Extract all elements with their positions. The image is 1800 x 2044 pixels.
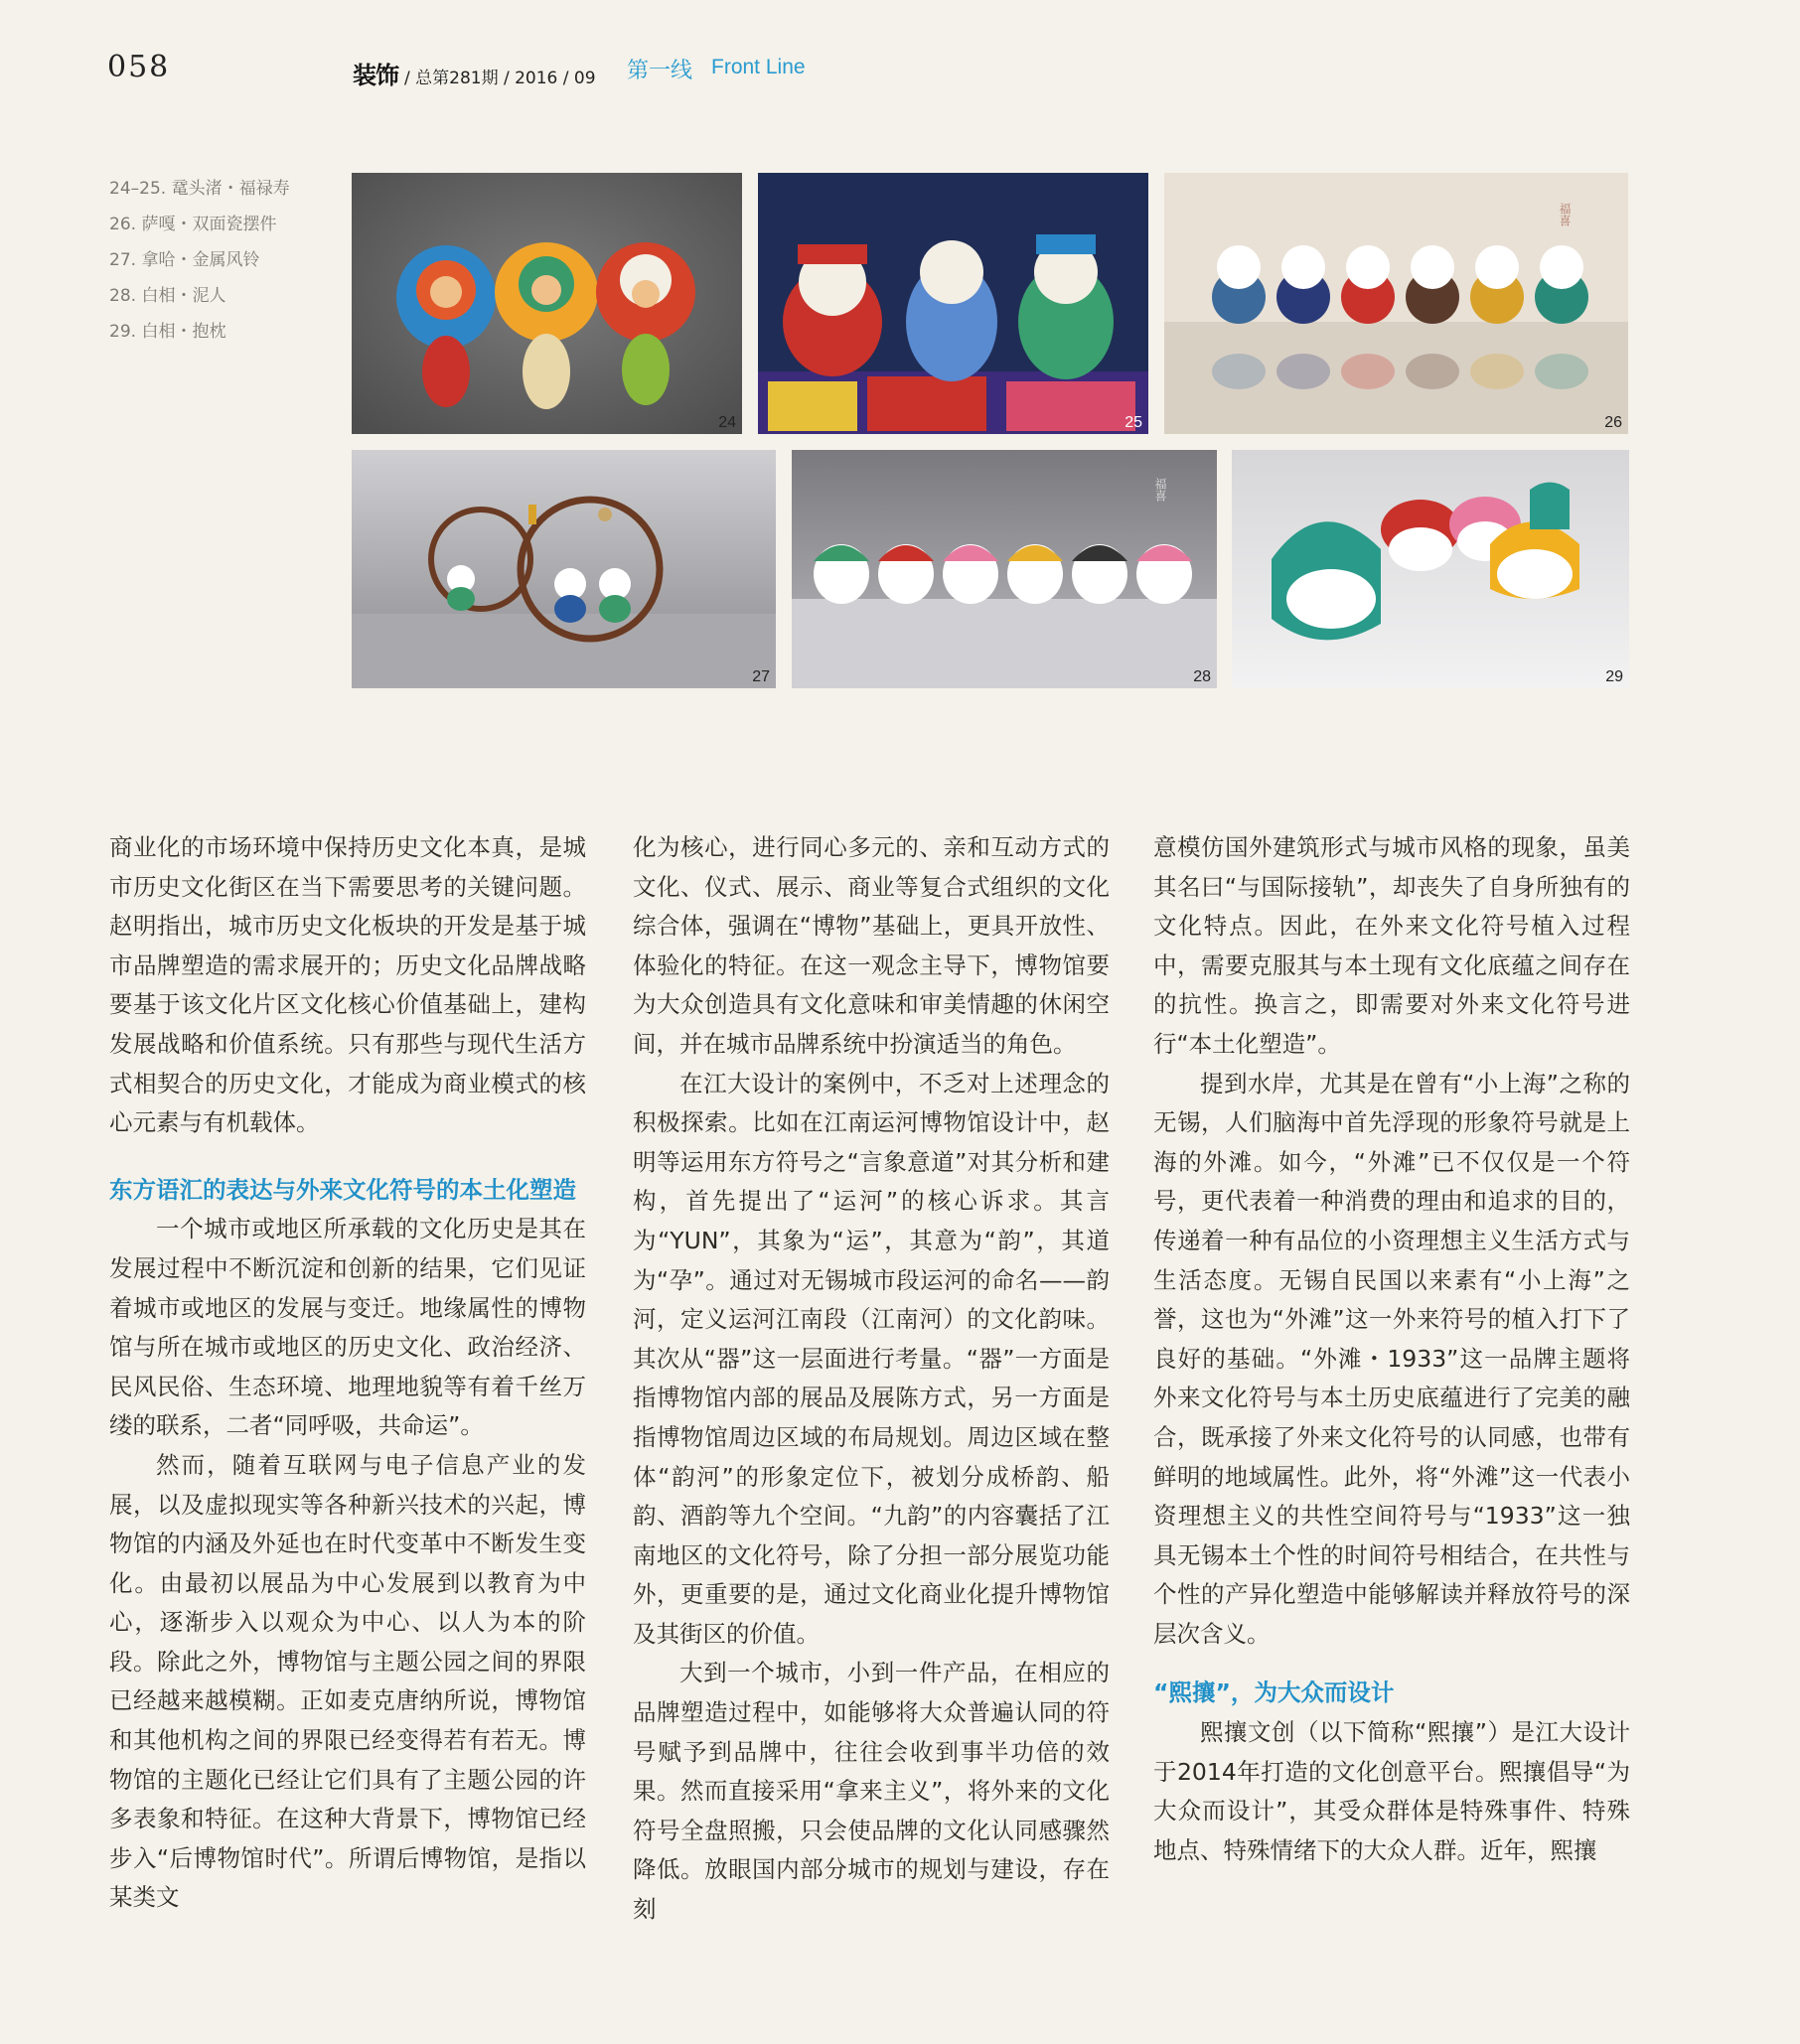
magazine-header [353, 56, 596, 90]
text-column-1 [109, 828, 586, 1918]
photo-27-metal-wind-chime [352, 450, 776, 688]
photo-number-29: 29 [1605, 668, 1623, 685]
paragraph: 然而，随着互联网与电子信息产业的发展，以及虚拟现实等各种新兴技术的兴起，博物馆的内涵及外延也在时代变革中不断发生变化。由最初以展品为中心发展到以教育为中心，逐渐步入以观众为中心、以人为本的阶段。除此之外，博物馆与主题公园之间的界限已经越来越模糊。正如麦克唐纳所说，博物馆和其他机构之间的界限已经变得若有若无。博物馆的主题化已经让它们具有了主题公园的许多表象和特征。在这种大背景下，博物馆已经步入“后博物馆时代”。所谓后博物馆，是指以某类文 [109, 1450, 586, 1912]
fuxi-stamp: 福喜 [1153, 478, 1167, 502]
caption-24-25: 24–25. 鼋头渚・福禄寿 [109, 179, 290, 199]
photo-number-27: 27 [752, 668, 770, 685]
photo-number-25: 25 [1125, 414, 1142, 431]
section-title-en: Front Line [711, 56, 806, 78]
text-column-2 [633, 828, 1110, 1930]
caption-27: 27. 拿哈・金属风铃 [109, 250, 260, 270]
photo-24-fu-lu-shou-illustration [352, 173, 742, 434]
paragraph: 大到一个城市，小到一件产品，在相应的品牌塑造过程中，如能够将大众普遍认同的符号赋予到品牌中，往往会收到事半功倍的效果。然而直接采用“拿来主义”，将外来的文化符号全盘照搬，只会使品牌的文化认同感骤然降低。放眼国内部分城市的规划与建设，存在刻 [633, 1659, 1110, 1924]
photo-number-28: 28 [1193, 668, 1211, 685]
paragraph: 商业化的市场环境中保持历史文化本真，是城市历史文化街区在当下需要思考的关键问题。赵明指出，城市历史文化板块的开发是基于城市品牌塑造的需求展开的；历史文化品牌战略要基于该文化片区文化核心价值基础上，建构发展战略和价值系统。只有那些与现代生活方式相契合的历史文化，才能成为商业模式的核心元素与有机载体。 [109, 833, 586, 1137]
photo-25-figurines-display [758, 173, 1148, 434]
fuxi-stamp: 福喜 [1558, 203, 1572, 226]
photo-captions [109, 171, 290, 350]
paragraph: 提到水岸，尤其是在曾有“小上海”之称的无锡，人们脑海中首先浮现的形象符号就是上海的外滩。如今，“外滩”已不仅仅是一个符号，更代表着一种消费的理由和追求的目的，传递着一种有品位的小资理想主义生活方式与生活态度。无锡自民国以来素有“小上海”之誉，这也为“外滩”这一外来符号的植入打下了良好的基础。“外滩・1933”这一品牌主题将外来文化符号与本土历史底蕴进行了完美的融合，既承接了外来文化符号的认同感，也带有鲜明的地域属性。此外，将“外滩”这一代表小资理想主义的共性空间符号与“1933”这一独具无锡本土个性的时间符号相结合，在共性与个性的产异化塑造中能够解读并释放符号的深层次含义。 [1153, 1069, 1630, 1648]
caption-28: 28. 白相・泥人 [109, 286, 226, 306]
paragraph: 意模仿国外建筑形式与城市风格的现象，虽美其名曰“与国际接轨”，却丧失了自身所独有的文化特点。因此，在外来文化符号植入过程中，需要克服其与本土现有文化底蕴之间存在的抗性。换言之，即需要对外来文化符号进行“本土化塑造”。 [1153, 833, 1630, 1058]
caption-26: 26. 萨嘎・双面瓷摆件 [109, 215, 277, 234]
photo-29-pillows [1232, 450, 1629, 688]
paragraph: 在江大设计的案例中，不乏对上述理念的积极探索。比如在江南运河博物馆设计中，赵明等运用东方符号之“言象意道”对其分析和建构，首先提出了“运河”的核心诉求。其言为“YUN”，其象为“运”，其意为“韵”，其道为“孕”。通过对无锡城市段运河的命名——韵河，定义运河江南段（江南河）的文化韵味。其次从“器”这一层面进行考量。“器”一方面是指博物馆内部的展品及展陈方式，另一方面是指博物馆周边区域的布局规划。周边区域在整体“韵河”的形象定位下，被划分成桥韵、船韵、酒韵等九个空间。“九韵”的内容囊括了江南地区的文化符号，除了分担一部分展览功能外，更重要的是，通过文化商业化提升博物馆及其街区的价值。 [633, 1069, 1110, 1648]
text-column-3 [1153, 828, 1630, 1870]
paragraph: 化为核心，进行同心多元的、亲和互动方式的文化、仪式、展示、商业等复合式组织的文化综合体，强调在“博物”基础上，更具开放性、体验化的特征。在这一观念主导下，博物馆要为大众创造具有文化意味和审美情趣的休闲空间，并在城市品牌系统中扮演适当的角色。 [633, 833, 1110, 1058]
issue-info: / 总第281期 / 2016 / 09 [404, 69, 596, 88]
section-heading: “熙攘”，为大众而设计 [1153, 1679, 1395, 1707]
photo-26-porcelain-figures [1164, 173, 1628, 434]
magazine-logo: 装饰 [353, 62, 398, 89]
page-number: 058 [107, 50, 171, 84]
paragraph: 熙攘文创（以下简称“熙攘”）是江大设计于2014年打造的文化创意平台。熙攘倡导“为大众而设计”，其受众群体是特殊事件、特殊地点、特殊情绪下的大众人群。近年，熙攘 [1153, 1718, 1630, 1864]
caption-29: 29. 白相・抱枕 [109, 322, 226, 342]
section-heading: 东方语汇的表达与外来文化符号的本土化塑造 [109, 1175, 576, 1204]
section-title-zh: 第一线 [627, 59, 693, 83]
photo-28-clay-figures [792, 450, 1217, 688]
paragraph: 一个城市或地区所承载的文化历史是其在发展过程中不断沉淀和创新的结果，它们见证着城市或地区的发展与变迁。地缘属性的博物馆与所在城市或地区的历史文化、政治经济、民风民俗、生态环境、地理地貌等有着千丝万缕的联系，二者“同呼吸，共命运”。 [109, 1215, 586, 1440]
photo-number-24: 24 [718, 414, 736, 431]
photo-number-26: 26 [1604, 414, 1622, 431]
